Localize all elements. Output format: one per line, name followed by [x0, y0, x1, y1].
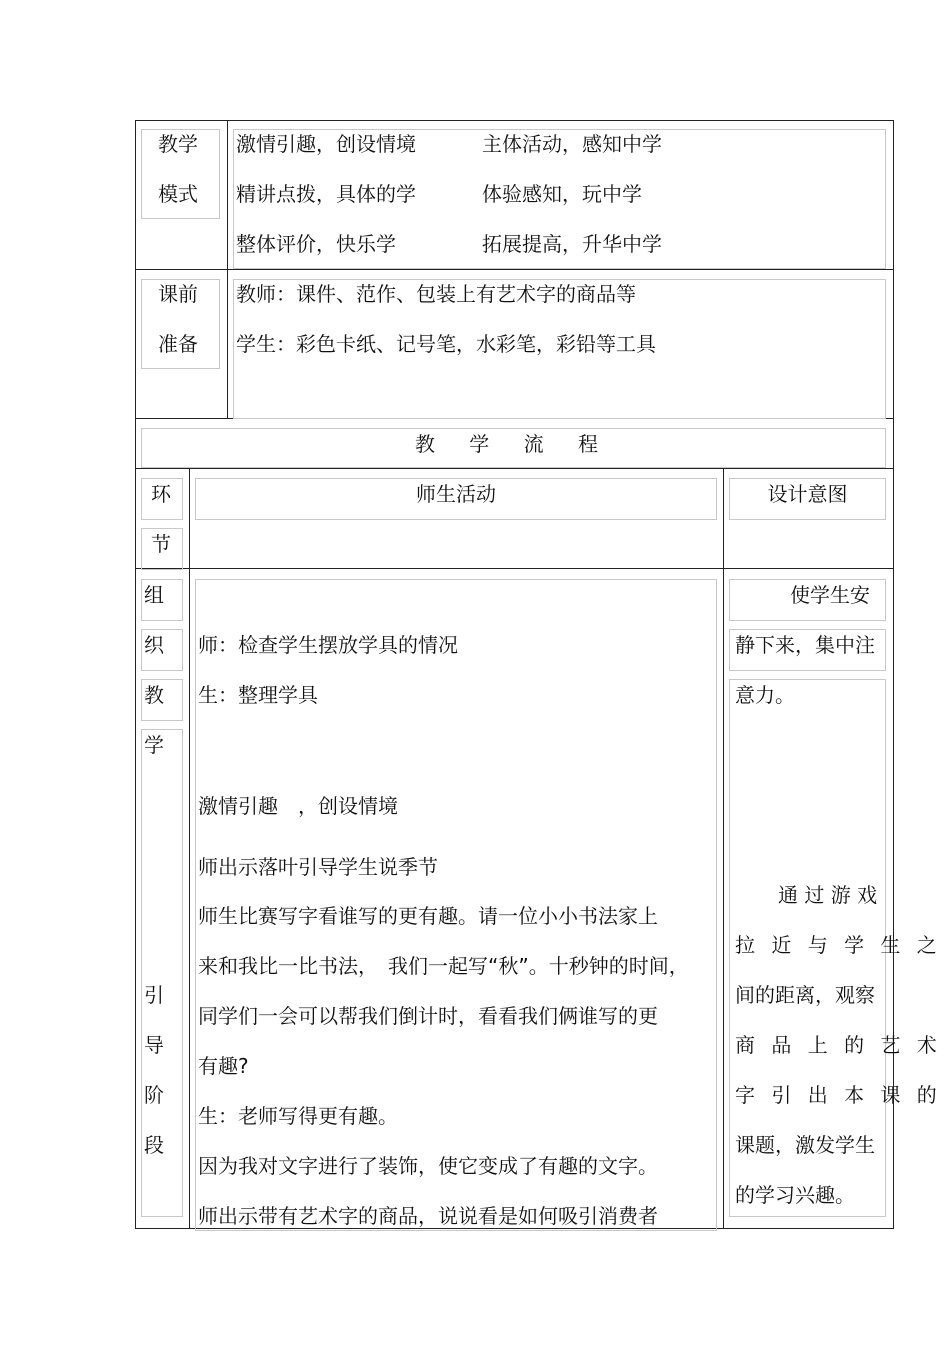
mode-item: 整体评价，快乐学 — [236, 232, 396, 256]
guide-intent-line: 拉 近 与 学 生 之 — [735, 933, 942, 957]
prep-label-line-2: 准备 — [158, 332, 198, 356]
col-divider — [227, 120, 228, 418]
activity-header: 师生活动 — [416, 482, 496, 506]
stage-organize-char: 教 — [144, 683, 164, 707]
guide-intent-line: 课题，激发学生 — [735, 1133, 875, 1157]
guide-line: 生：老师写得更有趣。 — [198, 1104, 398, 1128]
intent-header: 设计意图 — [767, 482, 848, 506]
stage-organize-char: 织 — [144, 633, 164, 657]
prep-student: 学生：彩色卡纸、记号笔，水彩笔，彩铅等工具 — [236, 332, 656, 356]
col-divider — [189, 468, 190, 1229]
stage-guide-char: 引 — [144, 983, 164, 1007]
col-divider — [723, 468, 724, 1229]
guide-line: 因为我对文字进行了装饰，使它变成了有趣的文字。 — [198, 1154, 658, 1178]
mode-item: 主体活动，感知中学 — [482, 132, 662, 156]
table-border-right — [893, 120, 894, 1229]
stage-header: 节 — [151, 532, 171, 556]
prep-label-line-1: 课前 — [158, 282, 198, 306]
mode-item: 拓展提高，升华中学 — [482, 232, 662, 256]
stage-organize-char: 学 — [144, 733, 164, 757]
prep-teacher: 教师：课件、范作、包装上有艺术字的商品等 — [236, 282, 636, 306]
table-border-top — [135, 120, 894, 121]
organize-intent-line: 意力。 — [735, 683, 795, 707]
stage-guide-char: 段 — [144, 1133, 164, 1157]
guide-intent-line: 商 品 上 的 艺 术 — [735, 1033, 942, 1057]
organize-line: 生：整理学具 — [198, 683, 318, 707]
guide-line: 师出示落叶引导学生说季节 — [198, 855, 438, 879]
guide-line: 来和我比一比书法， 我们一起写“秋”。十秒钟的时间， — [198, 954, 689, 978]
mode-item: 体验感知，玩中学 — [482, 182, 642, 206]
guide-intent-line: 字 引 出 本 课 的 — [735, 1083, 942, 1107]
guide-intent-line: 的学习兴趣。 — [735, 1183, 855, 1207]
organize-line: 师：检查学生摆放学具的情况 — [198, 633, 458, 657]
row-divider — [135, 568, 894, 569]
stage-guide-char: 阶 — [144, 1083, 164, 1107]
guide-line: 师出示带有艺术字的商品，说说看是如何吸引消费者 — [198, 1204, 658, 1228]
guide-heading: 激情引趣 ，创设情境 — [198, 794, 398, 818]
guide-intent-line: 通 过 游 戏 — [778, 883, 878, 907]
table-border-left — [135, 120, 136, 1229]
stage-organize-char: 组 — [144, 583, 164, 607]
guide-intent-line: 间的距离，观察 — [735, 983, 875, 1007]
mode-label-line-2: 模式 — [158, 182, 198, 206]
guide-line: 同学们一会可以帮我们倒计时，看看我们俩谁写的更 — [198, 1004, 658, 1028]
mode-label-line-1: 教学 — [158, 132, 198, 156]
organize-intent-line: 使学生安 — [790, 583, 870, 607]
stage-guide-char: 导 — [144, 1033, 164, 1057]
guide-line: 师生比赛写字看谁写的更有趣。请一位小小书法家上 — [198, 904, 658, 928]
mode-item: 精讲点拨，具体的学 — [236, 182, 416, 206]
row-divider — [135, 269, 894, 270]
stage-header: 环 — [151, 482, 171, 506]
guide-line: 有趣? — [198, 1054, 249, 1078]
organize-intent-line: 静下来，集中注 — [735, 633, 875, 657]
mode-item: 激情引趣，创设情境 — [236, 132, 416, 156]
flow-title: 教 学 流 程 — [414, 432, 613, 456]
row-divider — [135, 468, 894, 469]
